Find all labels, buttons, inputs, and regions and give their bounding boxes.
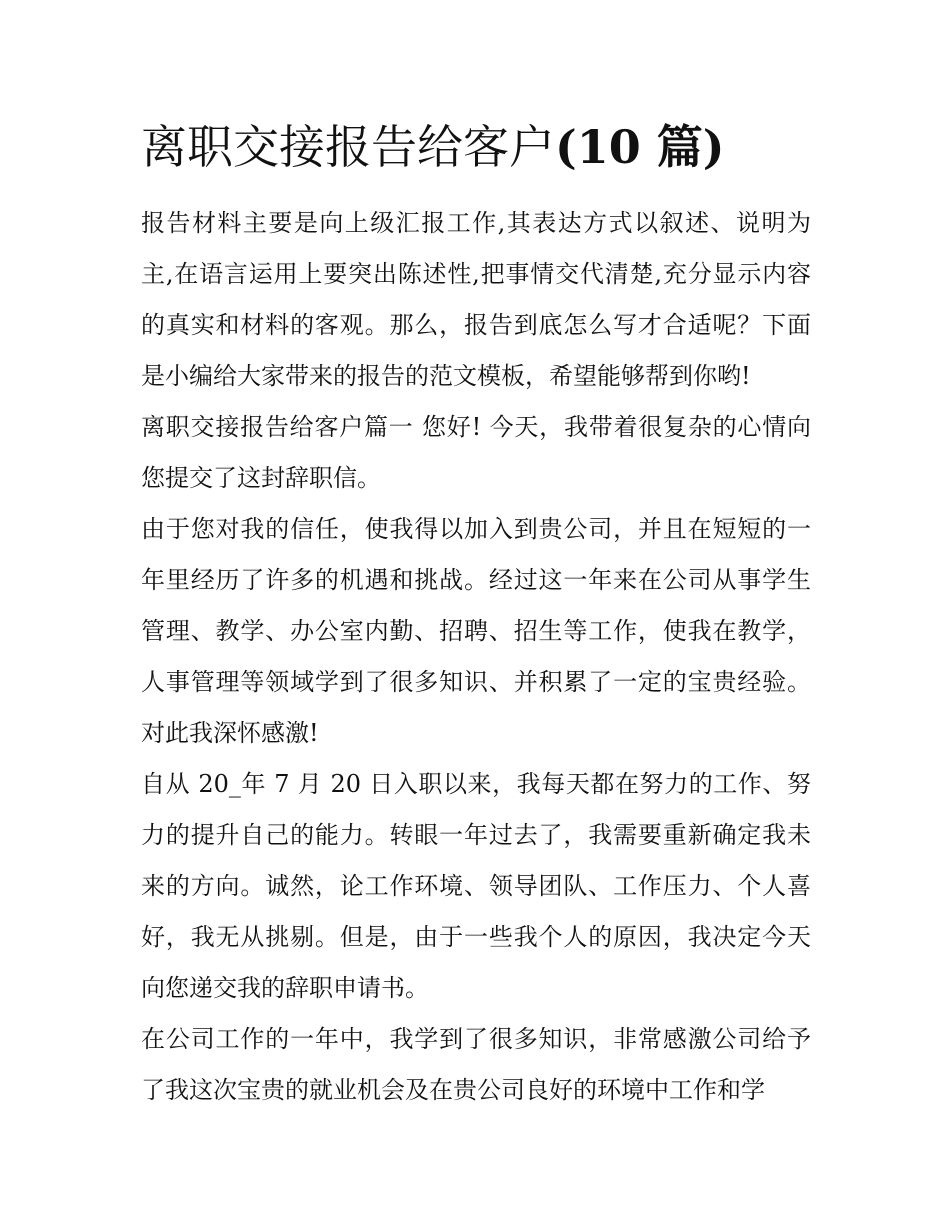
text-line: 是小编给大家带来的报告的范文模板，希望能够帮到你哟! (141, 362, 751, 390)
paragraph-reason (141, 759, 811, 1014)
text-line: 好，我无从挑剔。但是，由于一些我个人的原因，我决定今天 (141, 923, 811, 951)
document-page (141, 118, 811, 1116)
paragraph-closing (141, 1014, 811, 1116)
text-line: 力的提升自己的能力。转眼一年过去了，我需要重新确定我未 (141, 821, 811, 849)
paragraph-gratitude (141, 504, 811, 759)
paragraph-greeting (141, 402, 811, 504)
text-line: 管理、教学、办公室内勤、招聘、招生等工作，使我在教学， (141, 617, 811, 645)
text-line: 由于您对我的信任，使我得以加入到贵公司，并且在短短的一 (141, 515, 811, 543)
text-line: 了我这次宝贵的就业机会及在贵公司良好的环境中工作和学 (141, 1076, 765, 1104)
text-line: 主,在语言运用上要突出陈述性,把事情交代清楚,充分显示内容 (141, 260, 811, 288)
text-line: 报告材料主要是向上级汇报工作,其表达方式以叙述、说明为 (141, 209, 811, 237)
document-body (141, 198, 811, 1116)
text-line: 离职交接报告给客户篇一 您好! 今天，我带着很复杂的心情向 (141, 413, 811, 441)
paragraph-intro (141, 198, 811, 402)
text-line: 的真实和材料的客观。那么，报告到底怎么写才合适呢？下面 (141, 311, 811, 339)
text-line: 在公司工作的一年中，我学到了很多知识，非常感激公司给予 (141, 1025, 811, 1053)
text-line: 您提交了这封辞职信。 (141, 464, 381, 492)
title-suffix: (10 篇) (555, 120, 725, 174)
text-line: 向您递交我的辞职申请书。 (141, 974, 429, 1002)
title-main: 离职交接报告给客户 (141, 120, 555, 174)
text-line: 自从 20_年 7 月 20 日入职以来，我每天都在努力的工作、努 (141, 770, 811, 798)
text-line: 对此我深怀感激! (141, 719, 319, 747)
page-title (141, 118, 811, 176)
text-line: 年里经历了许多的机遇和挑战。经过这一年来在公司从事学生 (141, 566, 811, 594)
text-line: 人事管理等领域学到了很多知识、并积累了一定的宝贵经验。 (141, 668, 811, 696)
text-line: 来的方向。诚然，论工作环境、领导团队、工作压力、个人喜 (141, 872, 811, 900)
